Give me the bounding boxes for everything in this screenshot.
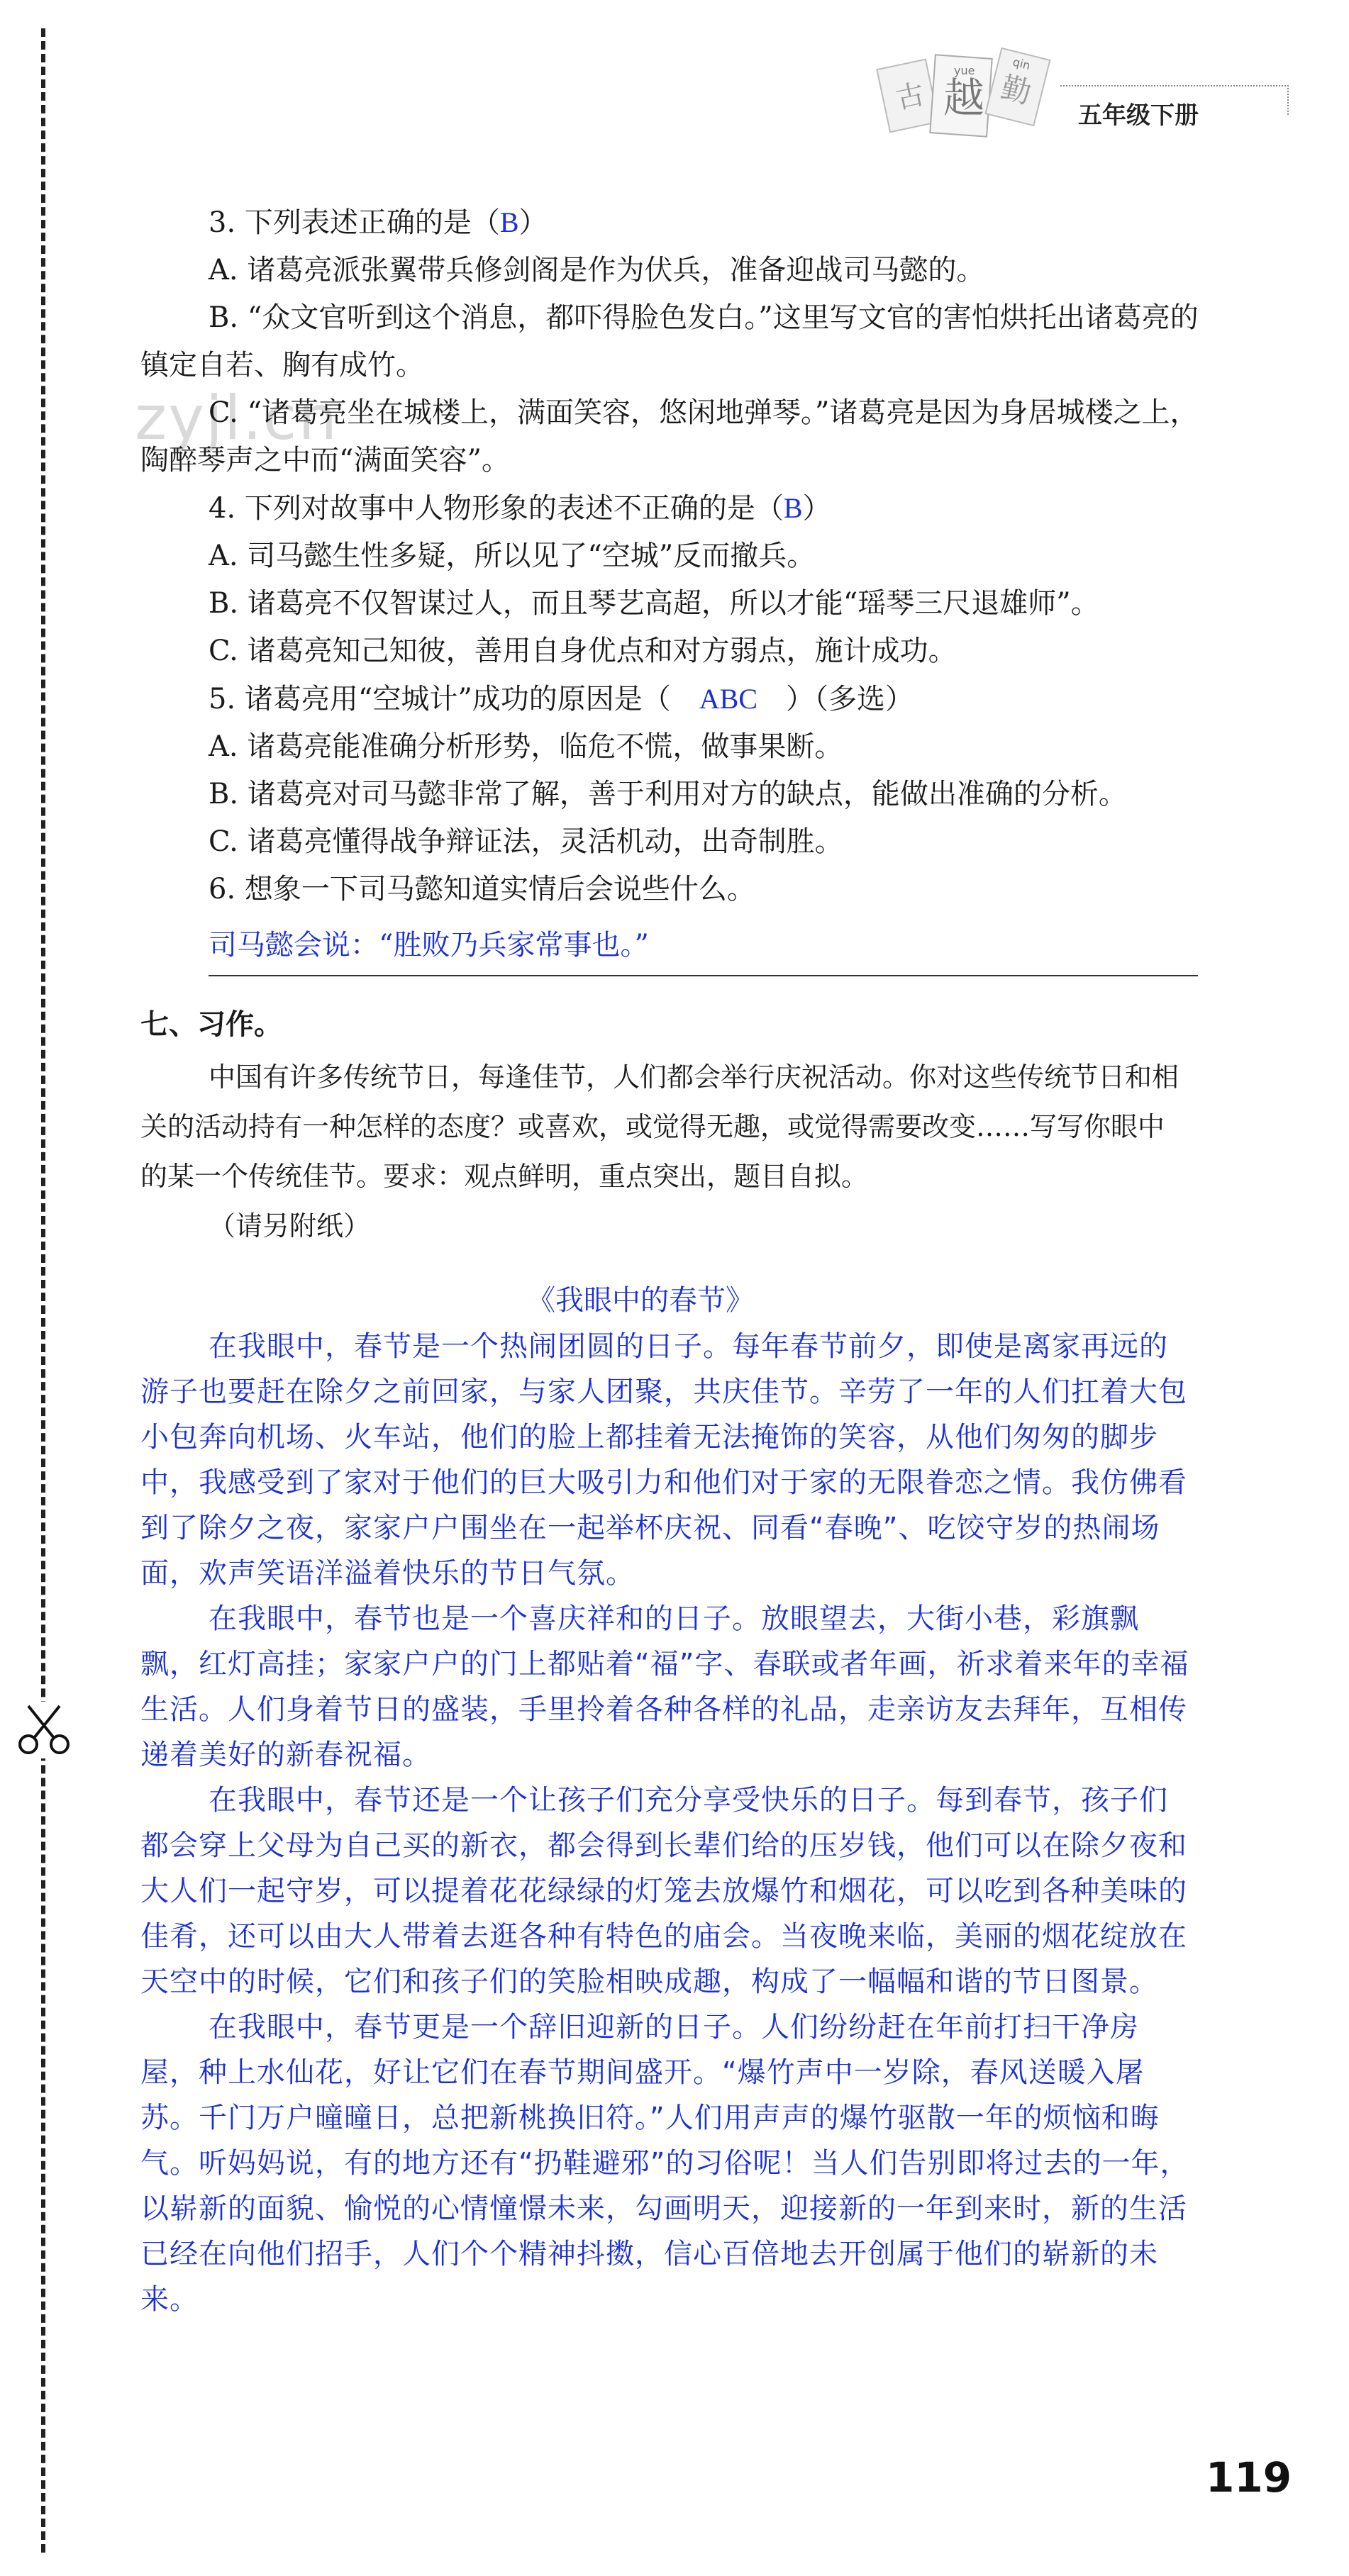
essay-paragraph: 在我眼中，春节是一个热闹团圆的日子。每年春节前夕，即使是离家再远的游子也要赶在除夕之前回家，与家人团聚，共庆佳节。辛劳了一年的人们扛着大包小包奔向机场、火车站，他们的脸上都挂着无法掩饰的笑容，从他们匆匆的脚步中，我感受到了家对于他们的巨大吸引力和他们对于家的无限眷恋之情。我仿佛看到了除夕之夜，家家户户围坐在一起举杯庆祝、同看“春晚”、吃饺守岁的热闹场面，欢声笑语洋溢着快乐的节日气氛。 — [140, 1330, 1187, 1590]
stamp-char-3: 勤 — [997, 69, 1036, 111]
essay-paragraph: 在我眼中，春节也是一个喜庆祥和的日子。放眼望去，大街小巷，彩旗飘飘，红灯高挂；家家户户的门上都贴着“福”字、春联或者年画，祈求着来年的幸福生活。人们身着节日的盛装，手里拎着各种各样的礼品，走亲访友去拜年，互相传递着美好的新春祝福。 — [140, 1602, 1189, 1771]
q6-stem: 6. 想象一下司马懿知道实情后会说些什么。 — [209, 873, 755, 905]
q6-answer: 司马懿会说：“胜败乃兵家常事也。” — [209, 922, 1198, 976]
scissors-icon — [16, 1702, 72, 1758]
stamp-char-2: 越 — [943, 74, 985, 122]
essay-body — [140, 1324, 1226, 2322]
essay-paragraph: 在我眼中，春节还是一个让孩子们充分享受快乐的日子。每到春节，孩子们都会穿上父母为自己买的新衣，都会得到长辈们给的压岁钱，他们可以在除夕夜和大人们一起守岁，可以提着花花绿绿的灯笼去放爆竹和烟花，可以吃到各种美味的佳肴，还可以由大人带着去逛各种有特色的庙会。当夜晚来临，美丽的烟花绽放在天空中的时候，它们和孩子们的笑脸相映成趣，构成了一幅幅和谐的节日图景。 — [140, 1784, 1187, 1998]
q5-answer: ABC — [699, 683, 758, 715]
q5-stem: 5. 诸葛亮用“空城计”成功的原因是（ ABC ）（多选） — [209, 683, 914, 715]
section7-prompt: 中国有许多传统节日，每逢佳节，人们都会举行庆祝活动。你对这些传统节日和相关的活动持有一种怎样的态度？或喜欢，或觉得无趣，或觉得需要改变……写写你眼中的某一个传统佳节。要求：观点鲜明，重点突出，题目自拟。 — [140, 1061, 1179, 1192]
essay-title: 《我眼中的春节》 — [527, 1284, 754, 1317]
stamp-logo — [862, 35, 1060, 170]
q5-option-c: C. 诸葛亮懂得战争辩证法，灵活机动，出奇制胜。 — [209, 825, 843, 858]
stamp-char-1: 古 — [893, 77, 928, 116]
section7-note: （请另附纸） — [209, 1210, 371, 1242]
q3-stem: 3. 下列表述正确的是（B） — [209, 206, 548, 239]
stamp-pinyin-1: yue — [954, 64, 975, 77]
q4-option-a: A. 司马懿生性多疑，所以见了“空城”反而撤兵。 — [209, 540, 816, 572]
q4-stem: 4. 下列对故事中人物形象的表述不正确的是（B） — [209, 492, 831, 525]
q4-option-b: B. 诸葛亮不仅智谋过人，而且琴艺高超，所以才能“瑶琴三尺退雄师”。 — [209, 587, 1099, 620]
q3-option-c: C. “诸葛亮坐在城楼上，满面笑容，悠闲地弹琴。”诸葛亮是因为身居城楼之上，陶醉琴声之中而“满面笑容”。 — [140, 396, 1199, 476]
q4-option-c: C. 诸葛亮知己知彼，善用自身优点和对方弱点，施计成功。 — [209, 635, 957, 667]
cut-line — [41, 28, 45, 2553]
q4-answer: B — [783, 492, 803, 524]
q3-answer: B — [499, 206, 519, 238]
q5-option-a: A. 诸葛亮能准确分析形势，临危不慌，做事果断。 — [209, 730, 843, 763]
stamp-pinyin-2: qin — [1011, 55, 1032, 73]
section7-title: 七、习作。 — [140, 1008, 282, 1041]
q3-option-b: B. “众文官听到这个消息，都吓得脸色发白。”这里写文官的害怕烘托出诸葛亮的镇定自若、胸有成竹。 — [140, 301, 1199, 381]
q3-option-a: A. 诸葛亮派张翼带兵修剑阁是作为伏兵，准备迎战司马懿的。 — [209, 254, 985, 286]
page-content — [140, 199, 1226, 2322]
essay-paragraph: 在我眼中，春节更是一个辞旧迎新的日子。人们纷纷赶在年前打扫干净房屋，种上水仙花，好让它们在春节期间盛开。“爆竹声中一岁除，春风送暖入屠苏。千门万户曈曈日，总把新桃换旧符。”人们用声声的爆竹驱散一年的烦恼和晦气。听妈妈说，有的地方还有“扔鞋避邪”的习俗呢！当人们告别即将过去的一年，以崭新的面貌、愉悦的心情憧憬未来，勾画明天，迎接新的一年到来时，新的生活已经在向他们招手，人们个个精神抖擞，信心百倍地去开创属于他们的崭新的未来。 — [140, 2011, 1189, 2316]
grade-label: 五年级下册 — [1078, 101, 1199, 130]
page-number: 119 — [1206, 2453, 1292, 2502]
q5-option-b: B. 诸葛亮对司马懿非常了解，善于利用对方的缺点，能做出准确的分析。 — [209, 778, 1127, 810]
watermark: zyjl.cn — [135, 383, 338, 454]
